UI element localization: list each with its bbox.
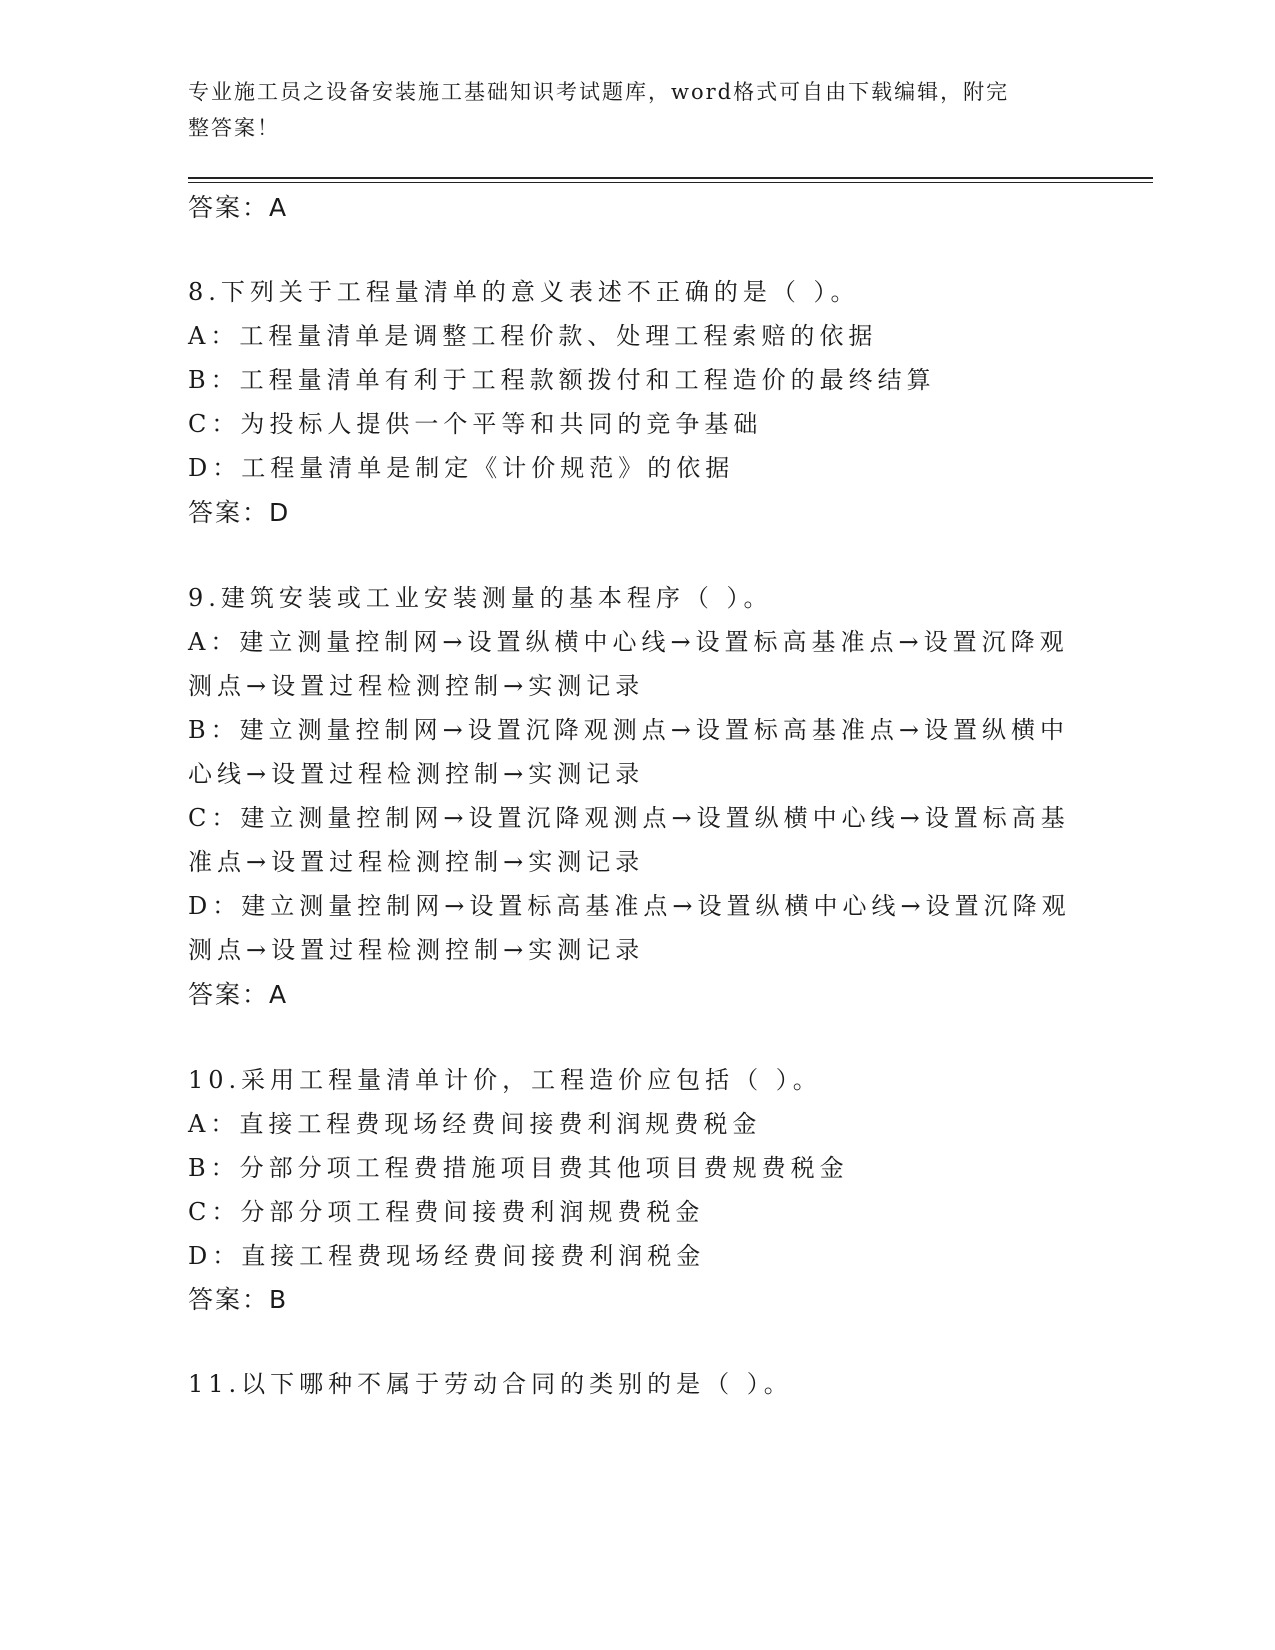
question-9-option-b-line2: 心线→设置过程检测控制→实测记录 — [188, 760, 645, 788]
question-8-option-c: C：为投标人提供一个平等和共同的竞争基础 — [188, 410, 763, 438]
answer-q8: 答案：D — [188, 498, 291, 527]
question-10-option-c: C：分部分项工程费间接费利润规费税金 — [188, 1198, 705, 1226]
question-9-option-c-line1: C：建立测量控制网→设置沉降观测点→设置纵横中心线→设置标高基 — [188, 804, 1070, 832]
header-divider-thin — [188, 182, 1153, 183]
header-line-2: 整答案！ — [188, 116, 280, 140]
header-line-1: 专业施工员之设备安装施工基础知识考试题库，word格式可自由下载编辑，附完 — [188, 80, 1010, 104]
question-10-stem: 10.采用工程量清单计价，工程造价应包括（ ）。 — [188, 1066, 822, 1094]
answer-q7: 答案：A — [188, 193, 289, 222]
question-9-option-d-line1: D：建立测量控制网→设置标高基准点→设置纵横中心线→设置沉降观 — [188, 892, 1071, 920]
question-11-stem: 11.以下哪种不属于劳动合同的类别的是（ ）。 — [188, 1370, 793, 1398]
question-8-option-b: B：工程量清单有利于工程款额拨付和工程造价的最终结算 — [188, 366, 936, 394]
question-9-option-a-line2: 测点→设置过程检测控制→实测记录 — [188, 672, 645, 700]
question-9-option-d-line2: 测点→设置过程检测控制→实测记录 — [188, 936, 645, 964]
question-8-stem: 8.下列关于工程量清单的意义表述不正确的是（ ）。 — [188, 278, 860, 306]
header-divider-thick — [188, 177, 1153, 179]
document-header — [188, 74, 1068, 146]
question-10-option-d: D：直接工程费现场经费间接费利润税金 — [188, 1242, 706, 1270]
question-9-stem: 9.建筑安装或工业安装测量的基本程序（ ）。 — [188, 584, 773, 612]
question-9-option-c-line2: 准点→设置过程检测控制→实测记录 — [188, 848, 645, 876]
question-8-option-d: D：工程量清单是制定《计价规范》的依据 — [188, 454, 735, 482]
answer-q9: 答案：A — [188, 980, 289, 1009]
answer-q10: 答案：B — [188, 1285, 289, 1314]
question-8-option-a: A：工程量清单是调整工程价款、处理工程索赔的依据 — [188, 322, 878, 350]
question-9-option-a-line1: A：建立测量控制网→设置纵横中心线→设置标高基准点→设置沉降观 — [188, 628, 1069, 656]
question-9-option-b-line1: B：建立测量控制网→设置沉降观测点→设置标高基准点→设置纵横中 — [188, 716, 1069, 744]
question-10-option-a: A：直接工程费现场经费间接费利润规费税金 — [188, 1110, 762, 1138]
question-10-option-b: B：分部分项工程费措施项目费其他项目费规费税金 — [188, 1154, 849, 1182]
